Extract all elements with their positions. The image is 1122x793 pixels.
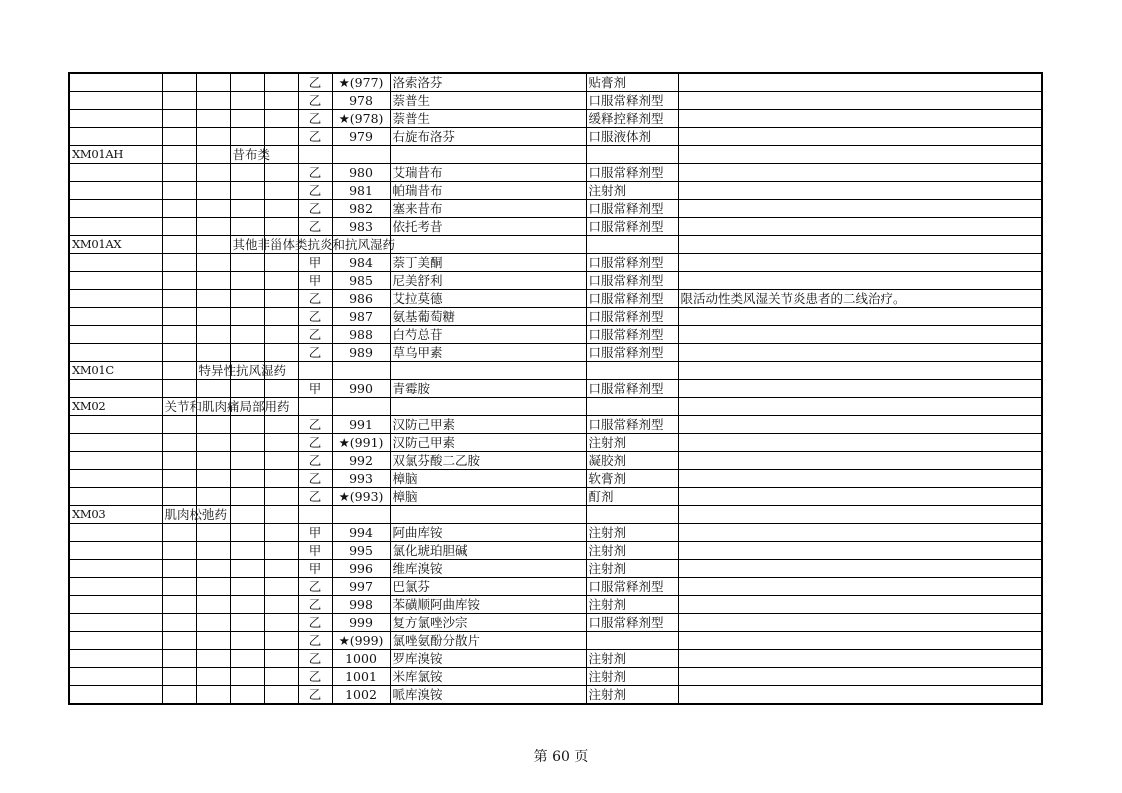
drug-category: 乙	[298, 632, 332, 650]
drug-row	[69, 686, 1042, 705]
drug-number: ★(978)	[332, 110, 390, 128]
drug-row	[69, 128, 1042, 146]
category-code: XM01C	[69, 362, 162, 380]
drug-number: 981	[332, 182, 390, 200]
drug-row	[69, 254, 1042, 272]
drug-row	[69, 164, 1042, 182]
remark	[678, 200, 1042, 218]
drug-category: 乙	[298, 218, 332, 236]
remark	[678, 452, 1042, 470]
drug-row	[69, 614, 1042, 632]
drug-name: 氨基葡萄糖	[390, 308, 586, 326]
dosage-form: 注射剂	[586, 596, 678, 614]
drug-row	[69, 632, 1042, 650]
remark	[678, 488, 1042, 506]
drug-row	[69, 668, 1042, 686]
remark	[678, 272, 1042, 290]
remark	[678, 632, 1042, 650]
drug-category: 乙	[298, 434, 332, 452]
remark	[678, 92, 1042, 110]
drug-row	[69, 524, 1042, 542]
dosage-form	[586, 632, 678, 650]
drug-row	[69, 650, 1042, 668]
drug-category: 乙	[298, 650, 332, 668]
dosage-form: 注射剂	[586, 560, 678, 578]
drug-name: 萘丁美酮	[390, 254, 586, 272]
drug-number: ★(999)	[332, 632, 390, 650]
drug-name: 氯唑氨酚分散片	[390, 632, 586, 650]
drug-category: 乙	[298, 110, 332, 128]
remark	[678, 470, 1042, 488]
drug-name: 巴氯芬	[390, 578, 586, 596]
drug-name: 萘普生	[390, 92, 586, 110]
remark	[678, 73, 1042, 92]
dosage-form: 凝胶剂	[586, 452, 678, 470]
drug-row	[69, 560, 1042, 578]
remark	[678, 110, 1042, 128]
drug-name: 汉防己甲素	[390, 434, 586, 452]
drug-name: 尼美舒利	[390, 272, 586, 290]
drug-number: 978	[332, 92, 390, 110]
drug-category: 乙	[298, 326, 332, 344]
drug-row	[69, 92, 1042, 110]
drug-name: 草乌甲素	[390, 344, 586, 362]
dosage-form: 注射剂	[586, 542, 678, 560]
drug-category: 乙	[298, 488, 332, 506]
dosage-form: 注射剂	[586, 668, 678, 686]
drug-category: 乙	[298, 290, 332, 308]
drug-number: 987	[332, 308, 390, 326]
drug-number: 1000	[332, 650, 390, 668]
dosage-form: 缓释控释剂型	[586, 110, 678, 128]
drug-number: 988	[332, 326, 390, 344]
dosage-form: 注射剂	[586, 182, 678, 200]
drug-number: ★(993)	[332, 488, 390, 506]
dosage-form: 口服常释剂型	[586, 614, 678, 632]
drug-number: 999	[332, 614, 390, 632]
drug-category: 乙	[298, 452, 332, 470]
category-header-row	[69, 362, 1042, 380]
dosage-form: 口服常释剂型	[586, 164, 678, 182]
dosage-form: 酊剂	[586, 488, 678, 506]
drug-number: 993	[332, 470, 390, 488]
drug-category: 乙	[298, 308, 332, 326]
drug-row	[69, 218, 1042, 236]
category-header-row	[69, 236, 1042, 254]
remark	[678, 686, 1042, 705]
drug-category: 乙	[298, 344, 332, 362]
dosage-form: 口服常释剂型	[586, 92, 678, 110]
drug-name: 塞来昔布	[390, 200, 586, 218]
drug-category: 乙	[298, 73, 332, 92]
remark	[678, 182, 1042, 200]
dosage-form: 口服常释剂型	[586, 326, 678, 344]
category-code: XM01AX	[69, 236, 162, 254]
drug-number: 996	[332, 560, 390, 578]
category-title: 关节和肌肉痛局部用药	[162, 398, 196, 416]
drug-category: 乙	[298, 128, 332, 146]
drug-category: 乙	[298, 470, 332, 488]
drug-row	[69, 182, 1042, 200]
page-number: 第 60 页	[533, 749, 589, 765]
drug-number: 994	[332, 524, 390, 542]
remark	[678, 308, 1042, 326]
drug-category: 甲	[298, 254, 332, 272]
drug-category: 甲	[298, 560, 332, 578]
drug-number: 998	[332, 596, 390, 614]
remark	[678, 380, 1042, 398]
drug-category: 乙	[298, 668, 332, 686]
category-title: 特异性抗风湿药	[196, 362, 230, 380]
drug-row	[69, 380, 1042, 398]
drug-row	[69, 290, 1042, 308]
dosage-form: 口服常释剂型	[586, 578, 678, 596]
drug-number: 997	[332, 578, 390, 596]
dosage-form: 口服常释剂型	[586, 290, 678, 308]
drug-number: 979	[332, 128, 390, 146]
drug-number: 992	[332, 452, 390, 470]
category-code: XM01AH	[69, 146, 162, 164]
drug-name: 阿曲库铵	[390, 524, 586, 542]
drug-number: 990	[332, 380, 390, 398]
drug-row	[69, 272, 1042, 290]
drug-name: 洛索洛芬	[390, 73, 586, 92]
remark	[678, 416, 1042, 434]
drug-number: 985	[332, 272, 390, 290]
remark	[678, 218, 1042, 236]
drug-category: 乙	[298, 200, 332, 218]
dosage-form: 口服常释剂型	[586, 344, 678, 362]
category-header-row	[69, 506, 1042, 524]
category-title: 其他非甾体类抗炎和抗风湿药	[230, 236, 264, 254]
drug-name: 艾拉莫德	[390, 290, 586, 308]
drug-number: 980	[332, 164, 390, 182]
remark	[678, 434, 1042, 452]
drug-category: 乙	[298, 92, 332, 110]
drug-catalog-table	[68, 72, 1043, 705]
dosage-form: 口服常释剂型	[586, 380, 678, 398]
remark	[678, 560, 1042, 578]
dosage-form: 口服常释剂型	[586, 254, 678, 272]
category-code: XM02	[69, 398, 162, 416]
remark	[678, 326, 1042, 344]
dosage-form: 口服常释剂型	[586, 416, 678, 434]
drug-row	[69, 326, 1042, 344]
drug-row	[69, 488, 1042, 506]
drug-name: 氯化琥珀胆碱	[390, 542, 586, 560]
drug-name: 青霉胺	[390, 380, 586, 398]
drug-name: 艾瑞昔布	[390, 164, 586, 182]
drug-number: 986	[332, 290, 390, 308]
dosage-form: 注射剂	[586, 434, 678, 452]
drug-category: 乙	[298, 686, 332, 705]
dosage-form: 口服常释剂型	[586, 200, 678, 218]
drug-name: 双氯芬酸二乙胺	[390, 452, 586, 470]
drug-name: 樟脑	[390, 488, 586, 506]
drug-name: 依托考昔	[390, 218, 586, 236]
drug-name: 维库溴铵	[390, 560, 586, 578]
dosage-form: 口服液体剂	[586, 128, 678, 146]
drug-row	[69, 434, 1042, 452]
category-code: XM03	[69, 506, 162, 524]
drug-name: 樟脑	[390, 470, 586, 488]
remark	[678, 128, 1042, 146]
drug-name: 米库氯铵	[390, 668, 586, 686]
dosage-form: 贴膏剂	[586, 73, 678, 92]
drug-number: ★(977)	[332, 73, 390, 92]
drug-name: 苯磺顺阿曲库铵	[390, 596, 586, 614]
drug-number: 995	[332, 542, 390, 560]
category-header-row	[69, 398, 1042, 416]
remark	[678, 542, 1042, 560]
remark	[678, 344, 1042, 362]
drug-number: 983	[332, 218, 390, 236]
drug-category: 甲	[298, 524, 332, 542]
drug-row	[69, 596, 1042, 614]
remark	[678, 614, 1042, 632]
drug-name: 萘普生	[390, 110, 586, 128]
drug-number: 982	[332, 200, 390, 218]
drug-row	[69, 308, 1042, 326]
remark	[678, 578, 1042, 596]
drug-row	[69, 200, 1042, 218]
remark	[678, 524, 1042, 542]
drug-number: ★(991)	[332, 434, 390, 452]
drug-row	[69, 416, 1042, 434]
drug-category: 乙	[298, 614, 332, 632]
drug-number: 989	[332, 344, 390, 362]
category-title: 昔布类	[230, 146, 264, 164]
drug-number: 991	[332, 416, 390, 434]
drug-category: 甲	[298, 380, 332, 398]
drug-row	[69, 578, 1042, 596]
drug-name: 帕瑞昔布	[390, 182, 586, 200]
drug-row	[69, 470, 1042, 488]
dosage-form: 注射剂	[586, 650, 678, 668]
category-header-row	[69, 146, 1042, 164]
drug-name: 哌库溴铵	[390, 686, 586, 705]
dosage-form: 注射剂	[586, 686, 678, 705]
drug-category: 乙	[298, 164, 332, 182]
drug-number: 1001	[332, 668, 390, 686]
drug-row	[69, 110, 1042, 128]
drug-name: 罗库溴铵	[390, 650, 586, 668]
remark	[678, 650, 1042, 668]
dosage-form: 注射剂	[586, 524, 678, 542]
dosage-form: 口服常释剂型	[586, 272, 678, 290]
remark	[678, 668, 1042, 686]
drug-number: 1002	[332, 686, 390, 705]
drug-number: 984	[332, 254, 390, 272]
drug-row	[69, 542, 1042, 560]
drug-category: 乙	[298, 578, 332, 596]
dosage-form: 口服常释剂型	[586, 308, 678, 326]
drug-name: 右旋布洛芬	[390, 128, 586, 146]
drug-row	[69, 344, 1042, 362]
remark: 限活动性类风湿关节炎患者的二线治疗。	[678, 290, 1042, 308]
drug-name: 白芍总苷	[390, 326, 586, 344]
dosage-form: 口服常释剂型	[586, 218, 678, 236]
drug-name: 汉防己甲素	[390, 416, 586, 434]
drug-category: 甲	[298, 542, 332, 560]
drug-category: 甲	[298, 272, 332, 290]
remark	[678, 596, 1042, 614]
drug-category: 乙	[298, 182, 332, 200]
drug-category: 乙	[298, 416, 332, 434]
remark	[678, 164, 1042, 182]
remark	[678, 254, 1042, 272]
drug-row	[69, 73, 1042, 92]
dosage-form: 软膏剂	[586, 470, 678, 488]
drug-row	[69, 452, 1042, 470]
drug-name: 复方氯唑沙宗	[390, 614, 586, 632]
category-title: 肌肉松弛药	[162, 506, 196, 524]
drug-category: 乙	[298, 596, 332, 614]
